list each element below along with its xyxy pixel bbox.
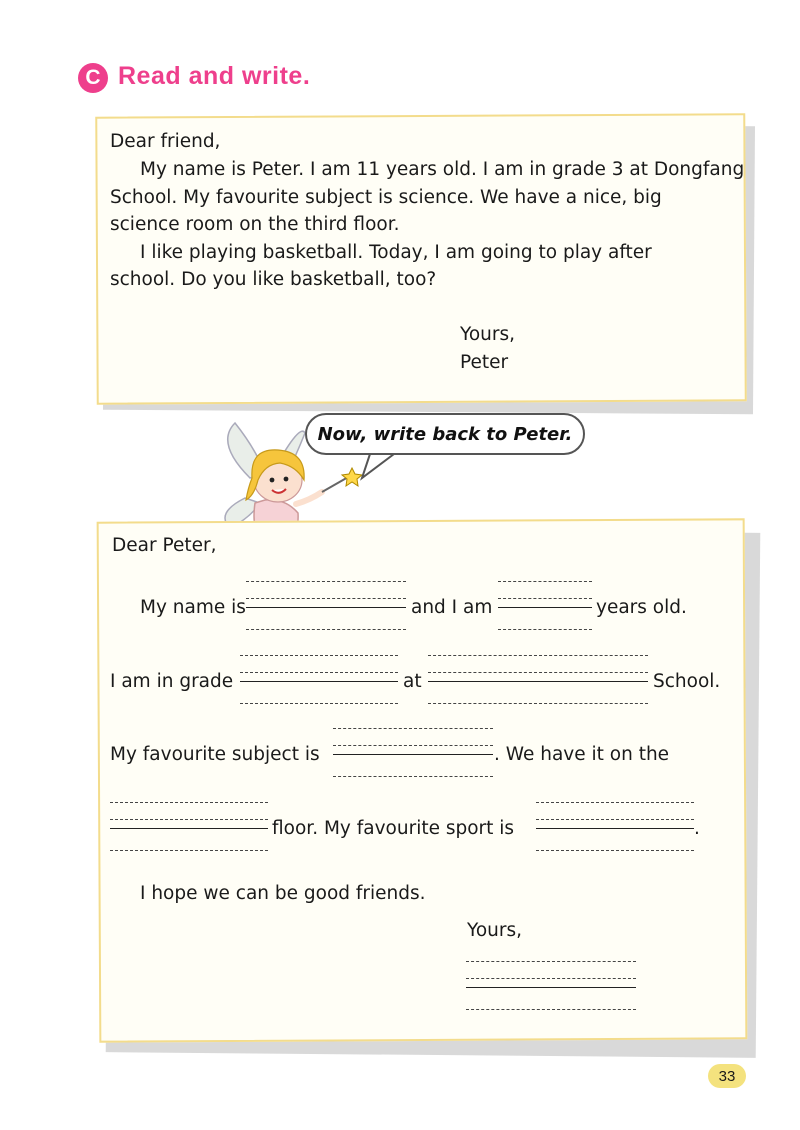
letter-closing: Yours, bbox=[460, 324, 516, 345]
reply-text: . We have it on the bbox=[494, 744, 670, 765]
reply-text: and I am bbox=[411, 597, 493, 618]
letter-line: School. My favourite subject is science. We have a nice, big bbox=[110, 187, 662, 208]
letter-line: I like playing basketball. Today, I am going to play after bbox=[140, 242, 652, 263]
reply-text: I am in grade bbox=[110, 671, 234, 692]
reply-text: . bbox=[694, 818, 700, 839]
name-write-line[interactable] bbox=[246, 581, 406, 633]
signature-write-line[interactable] bbox=[466, 961, 636, 1013]
floor-write-line[interactable] bbox=[110, 802, 268, 854]
reply-closing: Yours, bbox=[467, 920, 523, 941]
letter-line: My name is Peter. I am 11 years old. I am in grade 3 at Dongfang bbox=[140, 159, 745, 180]
section-title: Read and write. bbox=[118, 62, 311, 90]
reply-text: School. bbox=[653, 671, 721, 692]
age-write-line[interactable] bbox=[498, 581, 592, 633]
letter-line: science room on the third floor. bbox=[110, 214, 400, 235]
letter-signature: Peter bbox=[460, 352, 509, 373]
reply-text: My favourite subject is bbox=[110, 744, 320, 765]
reply-hope: I hope we can be good friends. bbox=[140, 883, 426, 904]
reply-text: floor. My favourite sport is bbox=[272, 818, 515, 839]
speech-bubble-text: Now, write back to Peter. bbox=[317, 423, 573, 445]
reply-greeting: Dear Peter, bbox=[112, 535, 217, 556]
page-number: 33 bbox=[708, 1064, 746, 1088]
section-badge: C bbox=[78, 63, 108, 93]
school-write-line[interactable] bbox=[428, 655, 648, 707]
reply-text: at bbox=[403, 671, 422, 692]
letter-line: school. Do you like basketball, too? bbox=[110, 269, 437, 290]
subject-write-line[interactable] bbox=[333, 728, 493, 780]
letter-greeting: Dear friend, bbox=[110, 131, 221, 152]
reply-text: years old. bbox=[596, 597, 687, 618]
sport-write-line[interactable] bbox=[536, 802, 694, 854]
speech-bubble bbox=[305, 413, 585, 455]
reply-text: My name is bbox=[140, 597, 246, 618]
grade-write-line[interactable] bbox=[240, 655, 398, 707]
